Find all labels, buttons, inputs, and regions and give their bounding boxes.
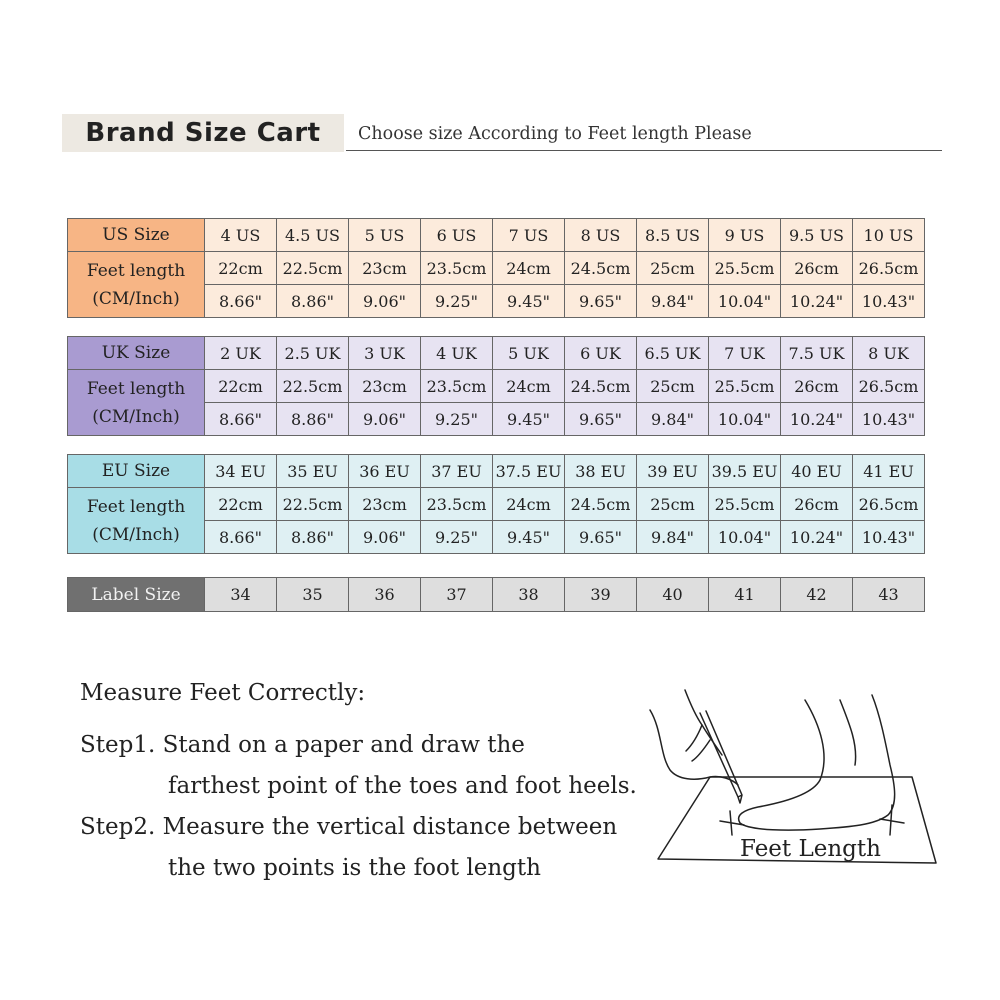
eu-feet-length-header <box>68 488 205 554</box>
uk-inch-cell: 9.25" <box>421 403 493 436</box>
uk-cm-cell: 23cm <box>349 370 421 403</box>
us-size-row <box>68 219 925 252</box>
title-box <box>62 114 344 152</box>
us-cm-cell: 23.5cm <box>421 252 493 285</box>
eu-inch-cell: 9.06" <box>349 521 421 554</box>
hand-outline <box>650 710 738 785</box>
uk-inch-cell: 9.84" <box>637 403 709 436</box>
uk-cm-row <box>68 370 925 403</box>
us-inch-cell: 10.24" <box>781 285 853 318</box>
us-cm-cell: 23cm <box>349 252 421 285</box>
us-cm-cell: 26.5cm <box>853 252 925 285</box>
cm-inch-label: (CM/Inch) <box>92 524 180 545</box>
us-size-cell: 9 US <box>709 219 781 252</box>
eu-inch-cell: 8.66" <box>205 521 277 554</box>
step1-line1: Step1. Stand on a paper and draw the <box>80 732 525 758</box>
eu-cm-row <box>68 488 925 521</box>
label-size-cell: 36 <box>349 578 421 612</box>
eu-cm-cell: 24cm <box>493 488 565 521</box>
uk-inch-cell: 9.45" <box>493 403 565 436</box>
eu-cm-cell: 25.5cm <box>709 488 781 521</box>
us-size-cell: 9.5 US <box>781 219 853 252</box>
label-size-cell: 40 <box>637 578 709 612</box>
cm-inch-label: (CM/Inch) <box>92 406 180 427</box>
us-inch-cell: 9.06" <box>349 285 421 318</box>
uk-size-cell: 4 UK <box>421 337 493 370</box>
eu-inch-cell: 8.86" <box>277 521 349 554</box>
label-size-table <box>67 577 925 612</box>
leg-outline <box>739 695 895 830</box>
us-cm-cell: 22.5cm <box>277 252 349 285</box>
us-size-cell: 8.5 US <box>637 219 709 252</box>
step1-line2: farthest point of the toes and foot heels. <box>168 773 637 799</box>
uk-size-cell: 2 UK <box>205 337 277 370</box>
us-size-cell: 6 US <box>421 219 493 252</box>
us-inch-cell: 9.45" <box>493 285 565 318</box>
uk-cm-cell: 23.5cm <box>421 370 493 403</box>
uk-size-table <box>67 336 925 436</box>
label-size-row <box>68 578 925 612</box>
us-inch-cell: 8.86" <box>277 285 349 318</box>
uk-size-cell: 6 UK <box>565 337 637 370</box>
uk-inch-cell: 8.66" <box>205 403 277 436</box>
eu-cm-cell: 24.5cm <box>565 488 637 521</box>
label-size-cell: 42 <box>781 578 853 612</box>
uk-inch-cell: 9.65" <box>565 403 637 436</box>
eu-size-cell: 39 EU <box>637 455 709 488</box>
us-cm-cell: 24.5cm <box>565 252 637 285</box>
feet-length-figure-label: Feet Length <box>740 836 881 862</box>
eu-size-cell: 37 EU <box>421 455 493 488</box>
us-cm-cell: 25cm <box>637 252 709 285</box>
uk-size-cell: 5 UK <box>493 337 565 370</box>
uk-cm-cell: 26.5cm <box>853 370 925 403</box>
us-size-cell: 8 US <box>565 219 637 252</box>
eu-size-cell: 36 EU <box>349 455 421 488</box>
us-cm-cell: 26cm <box>781 252 853 285</box>
page-subtitle: Choose size According to Feet length Please <box>358 124 752 144</box>
label-size-header: Label Size <box>68 578 205 612</box>
eu-size-cell: 35 EU <box>277 455 349 488</box>
eu-inch-cell: 9.45" <box>493 521 565 554</box>
us-size-cell: 4.5 US <box>277 219 349 252</box>
us-size-cell: 7 US <box>493 219 565 252</box>
eu-cm-cell: 23cm <box>349 488 421 521</box>
cm-inch-label: (CM/Inch) <box>92 288 180 309</box>
eu-size-cell: 40 EU <box>781 455 853 488</box>
uk-cm-cell: 25cm <box>637 370 709 403</box>
uk-feet-length-header <box>68 370 205 436</box>
eu-size-table <box>67 454 925 554</box>
uk-size-cell: 2.5 UK <box>277 337 349 370</box>
heel-mark <box>880 805 904 835</box>
eu-inch-cell: 9.65" <box>565 521 637 554</box>
uk-cm-cell: 22cm <box>205 370 277 403</box>
us-feet-length-header <box>68 252 205 318</box>
us-inch-cell: 10.43" <box>853 285 925 318</box>
eu-inch-cell: 10.04" <box>709 521 781 554</box>
uk-cm-cell: 24.5cm <box>565 370 637 403</box>
eu-cm-cell: 25cm <box>637 488 709 521</box>
measure-title: Measure Feet Correctly: <box>80 680 366 706</box>
uk-inch-cell: 10.04" <box>709 403 781 436</box>
uk-size-header: UK Size <box>68 337 205 370</box>
pen <box>700 711 742 803</box>
us-size-header: US Size <box>68 219 205 252</box>
us-cm-cell: 25.5cm <box>709 252 781 285</box>
uk-cm-cell: 24cm <box>493 370 565 403</box>
eu-size-cell: 41 EU <box>853 455 925 488</box>
eu-inch-cell: 10.24" <box>781 521 853 554</box>
uk-size-cell: 6.5 UK <box>637 337 709 370</box>
label-size-cell: 38 <box>493 578 565 612</box>
uk-inch-cell: 10.43" <box>853 403 925 436</box>
us-inch-cell: 9.84" <box>637 285 709 318</box>
uk-cm-cell: 26cm <box>781 370 853 403</box>
uk-inch-cell: 8.86" <box>277 403 349 436</box>
eu-inch-cell: 9.25" <box>421 521 493 554</box>
eu-cm-cell: 22cm <box>205 488 277 521</box>
eu-cm-cell: 23.5cm <box>421 488 493 521</box>
uk-cm-cell: 22.5cm <box>277 370 349 403</box>
eu-size-cell: 34 EU <box>205 455 277 488</box>
label-size-cell: 37 <box>421 578 493 612</box>
us-cm-cell: 22cm <box>205 252 277 285</box>
us-inch-cell: 8.66" <box>205 285 277 318</box>
uk-cm-cell: 25.5cm <box>709 370 781 403</box>
us-size-table <box>67 218 925 318</box>
us-inch-cell: 9.65" <box>565 285 637 318</box>
label-size-cell: 43 <box>853 578 925 612</box>
eu-size-header: EU Size <box>68 455 205 488</box>
eu-size-row <box>68 455 925 488</box>
uk-size-cell: 3 UK <box>349 337 421 370</box>
subtitle-divider <box>346 150 942 151</box>
uk-size-cell: 7.5 UK <box>781 337 853 370</box>
label-size-cell: 41 <box>709 578 781 612</box>
feet-length-label: Feet length <box>86 260 186 281</box>
us-cm-row <box>68 252 925 285</box>
step2-line1: Step2. Measure the vertical distance between <box>80 814 618 840</box>
us-inch-cell: 10.04" <box>709 285 781 318</box>
label-size-cell: 39 <box>565 578 637 612</box>
us-inch-cell: 9.25" <box>421 285 493 318</box>
step2-line2: the two points is the foot length <box>168 855 541 881</box>
uk-size-cell: 8 UK <box>853 337 925 370</box>
eu-size-cell: 38 EU <box>565 455 637 488</box>
eu-cm-cell: 26.5cm <box>853 488 925 521</box>
uk-inch-cell: 10.24" <box>781 403 853 436</box>
eu-cm-cell: 22.5cm <box>277 488 349 521</box>
uk-size-row <box>68 337 925 370</box>
page-title: Brand Size Cart <box>85 118 321 148</box>
uk-inch-cell: 9.06" <box>349 403 421 436</box>
us-size-cell: 5 US <box>349 219 421 252</box>
label-size-cell: 34 <box>205 578 277 612</box>
eu-cm-cell: 26cm <box>781 488 853 521</box>
feet-length-label: Feet length <box>86 378 186 399</box>
us-cm-cell: 24cm <box>493 252 565 285</box>
us-size-cell: 10 US <box>853 219 925 252</box>
eu-inch-cell: 9.84" <box>637 521 709 554</box>
us-size-cell: 4 US <box>205 219 277 252</box>
label-size-cell: 35 <box>277 578 349 612</box>
eu-size-cell: 39.5 EU <box>709 455 781 488</box>
feet-length-label: Feet length <box>86 496 186 517</box>
eu-size-cell: 37.5 EU <box>493 455 565 488</box>
uk-size-cell: 7 UK <box>709 337 781 370</box>
eu-inch-cell: 10.43" <box>853 521 925 554</box>
